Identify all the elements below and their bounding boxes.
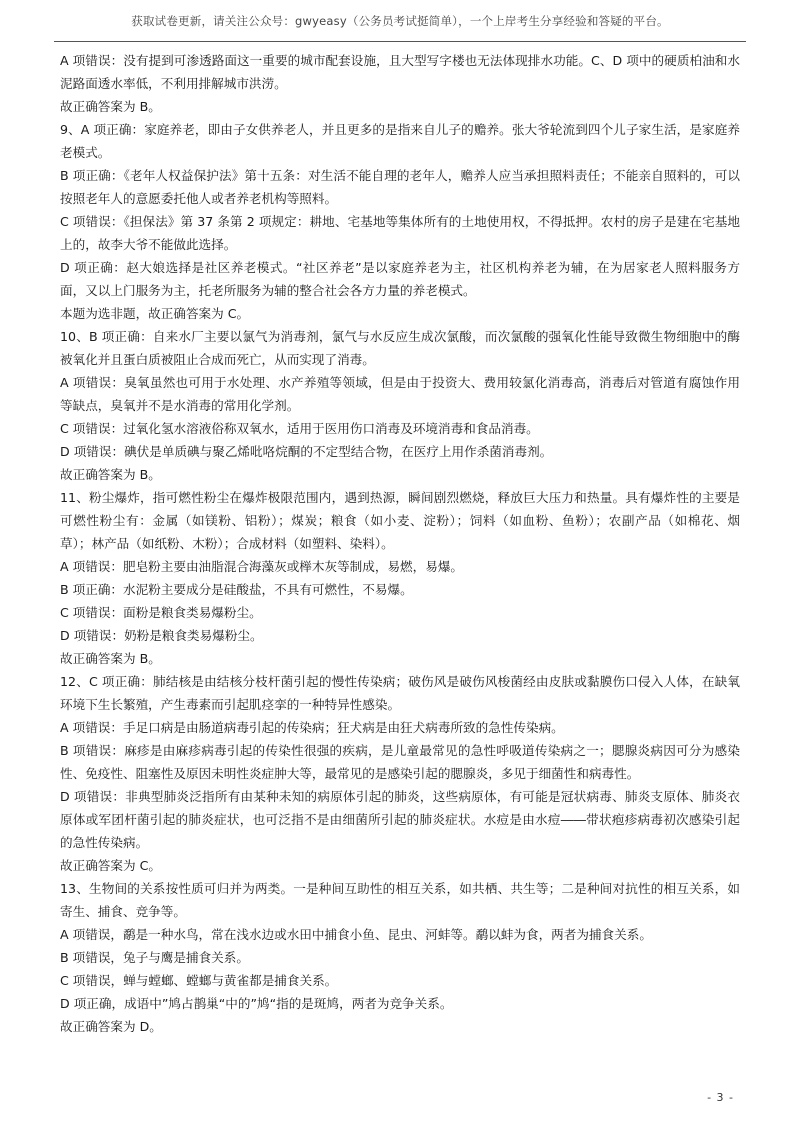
- paragraph: D 项错误：奶粉是粮食类易爆粉尘。: [60, 628, 263, 643]
- page-number: - 3 -: [707, 1091, 734, 1104]
- paragraph: A 项错误：臭氧虽然也可用于水处理、水产养殖等领域，但是由于投资大、费用较氯化消毒高，消毒后对管道有腐蚀作用等缺点，臭氧并不是水消毒的常用化学剂。: [60, 375, 740, 413]
- paragraph: A 项错误：肥皂粉主要由油脂混合海藻灰或榉木灰等制成，易燃，易爆。: [60, 559, 464, 574]
- paragraph: B 项正确：水泥粉主要成分是硅酸盐，不具有可燃性，不易爆。: [60, 582, 413, 597]
- paragraph: B 项错误，兔子与鹰是捕食关系。: [60, 950, 249, 965]
- paragraph: A 项错误：手足口病是由肠道病毒引起的传染病；狂犬病是由狂犬病毒所致的急性传染病。: [60, 720, 564, 735]
- paragraph: 故正确答案为 B。: [60, 99, 161, 114]
- paragraph: 11、粉尘爆炸，指可燃性粉尘在爆炸极限范围内，遇到热源，瞬间剧烈燃烧，释放巨大压力和热量。具有爆炸性的主要是可燃性粉尘有：金属（如镁粉、铝粉）；煤炭；粮食（如小麦、淀粉）；饲料（如血粉、鱼粉）；农副产品（如棉花、烟草）；林产品（如纸粉、木粉）；合成材料（如塑料、染料）。: [60, 490, 740, 551]
- header-notice: 获取试卷更新，请关注公众号：gwyeasy（公务员考试挺简单），一个上岸考生分享经验和答疑的平台。: [131, 14, 669, 28]
- paragraph: 本题为选非题，故正确答案为 C。: [60, 306, 250, 321]
- header-divider: [54, 41, 746, 42]
- paragraph: 故正确答案为 C。: [60, 858, 161, 873]
- paragraph: B 项正确：《老年人权益保护法》第十五条：对生活不能自理的老年人，赡养人应当承担照料责任；不能亲自照料的，可以按照老年人的意愿委托他人或者养老机构等照料。: [60, 168, 740, 206]
- paragraph: B 项错误：麻疹是由麻疹病毒引起的传染性很强的疾病，是儿童最常见的急性呼吸道传染病之一；腮腺炎病因可分为感染性、免疫性、阻塞性及原因未明性炎症肿大等，最常见的是感染引起的腮腺炎，多见于细菌性和病毒性。: [60, 743, 740, 781]
- paragraph: D 项错误：非典型肺炎泛指所有由某种未知的病原体引起的肺炎，这些病原体，有可能是冠状病毒、肺炎支原体、肺炎衣原体或军团杆菌引起的肺炎症状，也可泛指不是由细菌所引起的肺炎症状。水痘是由水痘――带状疱疹病毒初次感染引起的急性传染病。: [60, 789, 740, 850]
- paragraph: 12、C 项正确：肺结核是由结核分枝杆菌引起的慢性传染病；破伤风是破伤风梭菌经由皮肤或黏膜伤口侵入人体，在缺氧环境下生长繁殖，产生毒素而引起肌痉挛的一种特异性感染。: [60, 674, 740, 712]
- paragraph: C 项错误：过氧化氢水溶液俗称双氧水，适用于医用伤口消毒及环境消毒和食品消毒。: [60, 421, 539, 436]
- paragraph: D 项正确：赵大娘选择是社区养老模式。“社区养老”是以家庭养老为主，社区机构养老为辅，在为居家老人照料服务方面，又以上门服务为主，托老所服务为辅的整合社会各方力量的养老模式。: [60, 260, 740, 298]
- paragraph: 故正确答案为 D。: [60, 1019, 162, 1034]
- paragraph: A 项错误：没有提到可渗透路面这一重要的城市配套设施，且大型写字楼也无法体现排水功能。C、D 项中的硬质柏油和水泥路面透水率低，不利用排解城市洪涝。: [60, 53, 740, 91]
- paragraph: D 项正确，成语中”鸠占鹊巢“中的”鸠“指的是斑鸠，两者为竞争关系。: [60, 996, 453, 1011]
- document-body: [60, 49, 740, 1038]
- paragraph: 故正确答案为 B。: [60, 467, 161, 482]
- paragraph: 故正确答案为 B。: [60, 651, 161, 666]
- paragraph: C 项错误：《担保法》第 37 条第 2 项规定：耕地、宅基地等集体所有的土地使用权，不得抵押。农村的房子是建在宅基地上的，故李大爷不能做此选择。: [60, 214, 740, 252]
- paragraph: C 项错误，蝉与螳螂、螳螂与黄雀都是捕食关系。: [60, 973, 338, 988]
- paragraph: 9、A 项正确：家庭养老，即由子女供养老人，并且更多的是指来自儿子的赡养。张大爷轮流到四个儿子家生活，是家庭养老模式。: [60, 122, 740, 160]
- paragraph: 10、B 项正确：自来水厂主要以氯气为消毒剂，氯气与水反应生成次氯酸，而次氯酸的强氧化性能导致微生物细胞中的酶被氧化并且蛋白质被阻止合成而死亡，从而实现了消毒。: [60, 329, 740, 367]
- page-header: [0, 0, 800, 42]
- paragraph: 13、生物间的关系按性质可归并为两类。一是种间互助性的相互关系，如共栖、共生等；二是种间对抗性的相互关系，如寄生、捕食、竞争等。: [60, 881, 740, 919]
- paragraph: C 项错误：面粉是粮食类易爆粉尘。: [60, 605, 262, 620]
- paragraph: D 项错误：碘伏是单质碘与聚乙烯吡咯烷酮的不定型结合物，在医疗上用作杀菌消毒剂。: [60, 444, 553, 459]
- paragraph: A 项错误，鹬是一种水鸟，常在浅水边或水田中捕食小鱼、昆虫、河蚌等。鹬以蚌为食，两者为捕食关系。: [60, 927, 652, 942]
